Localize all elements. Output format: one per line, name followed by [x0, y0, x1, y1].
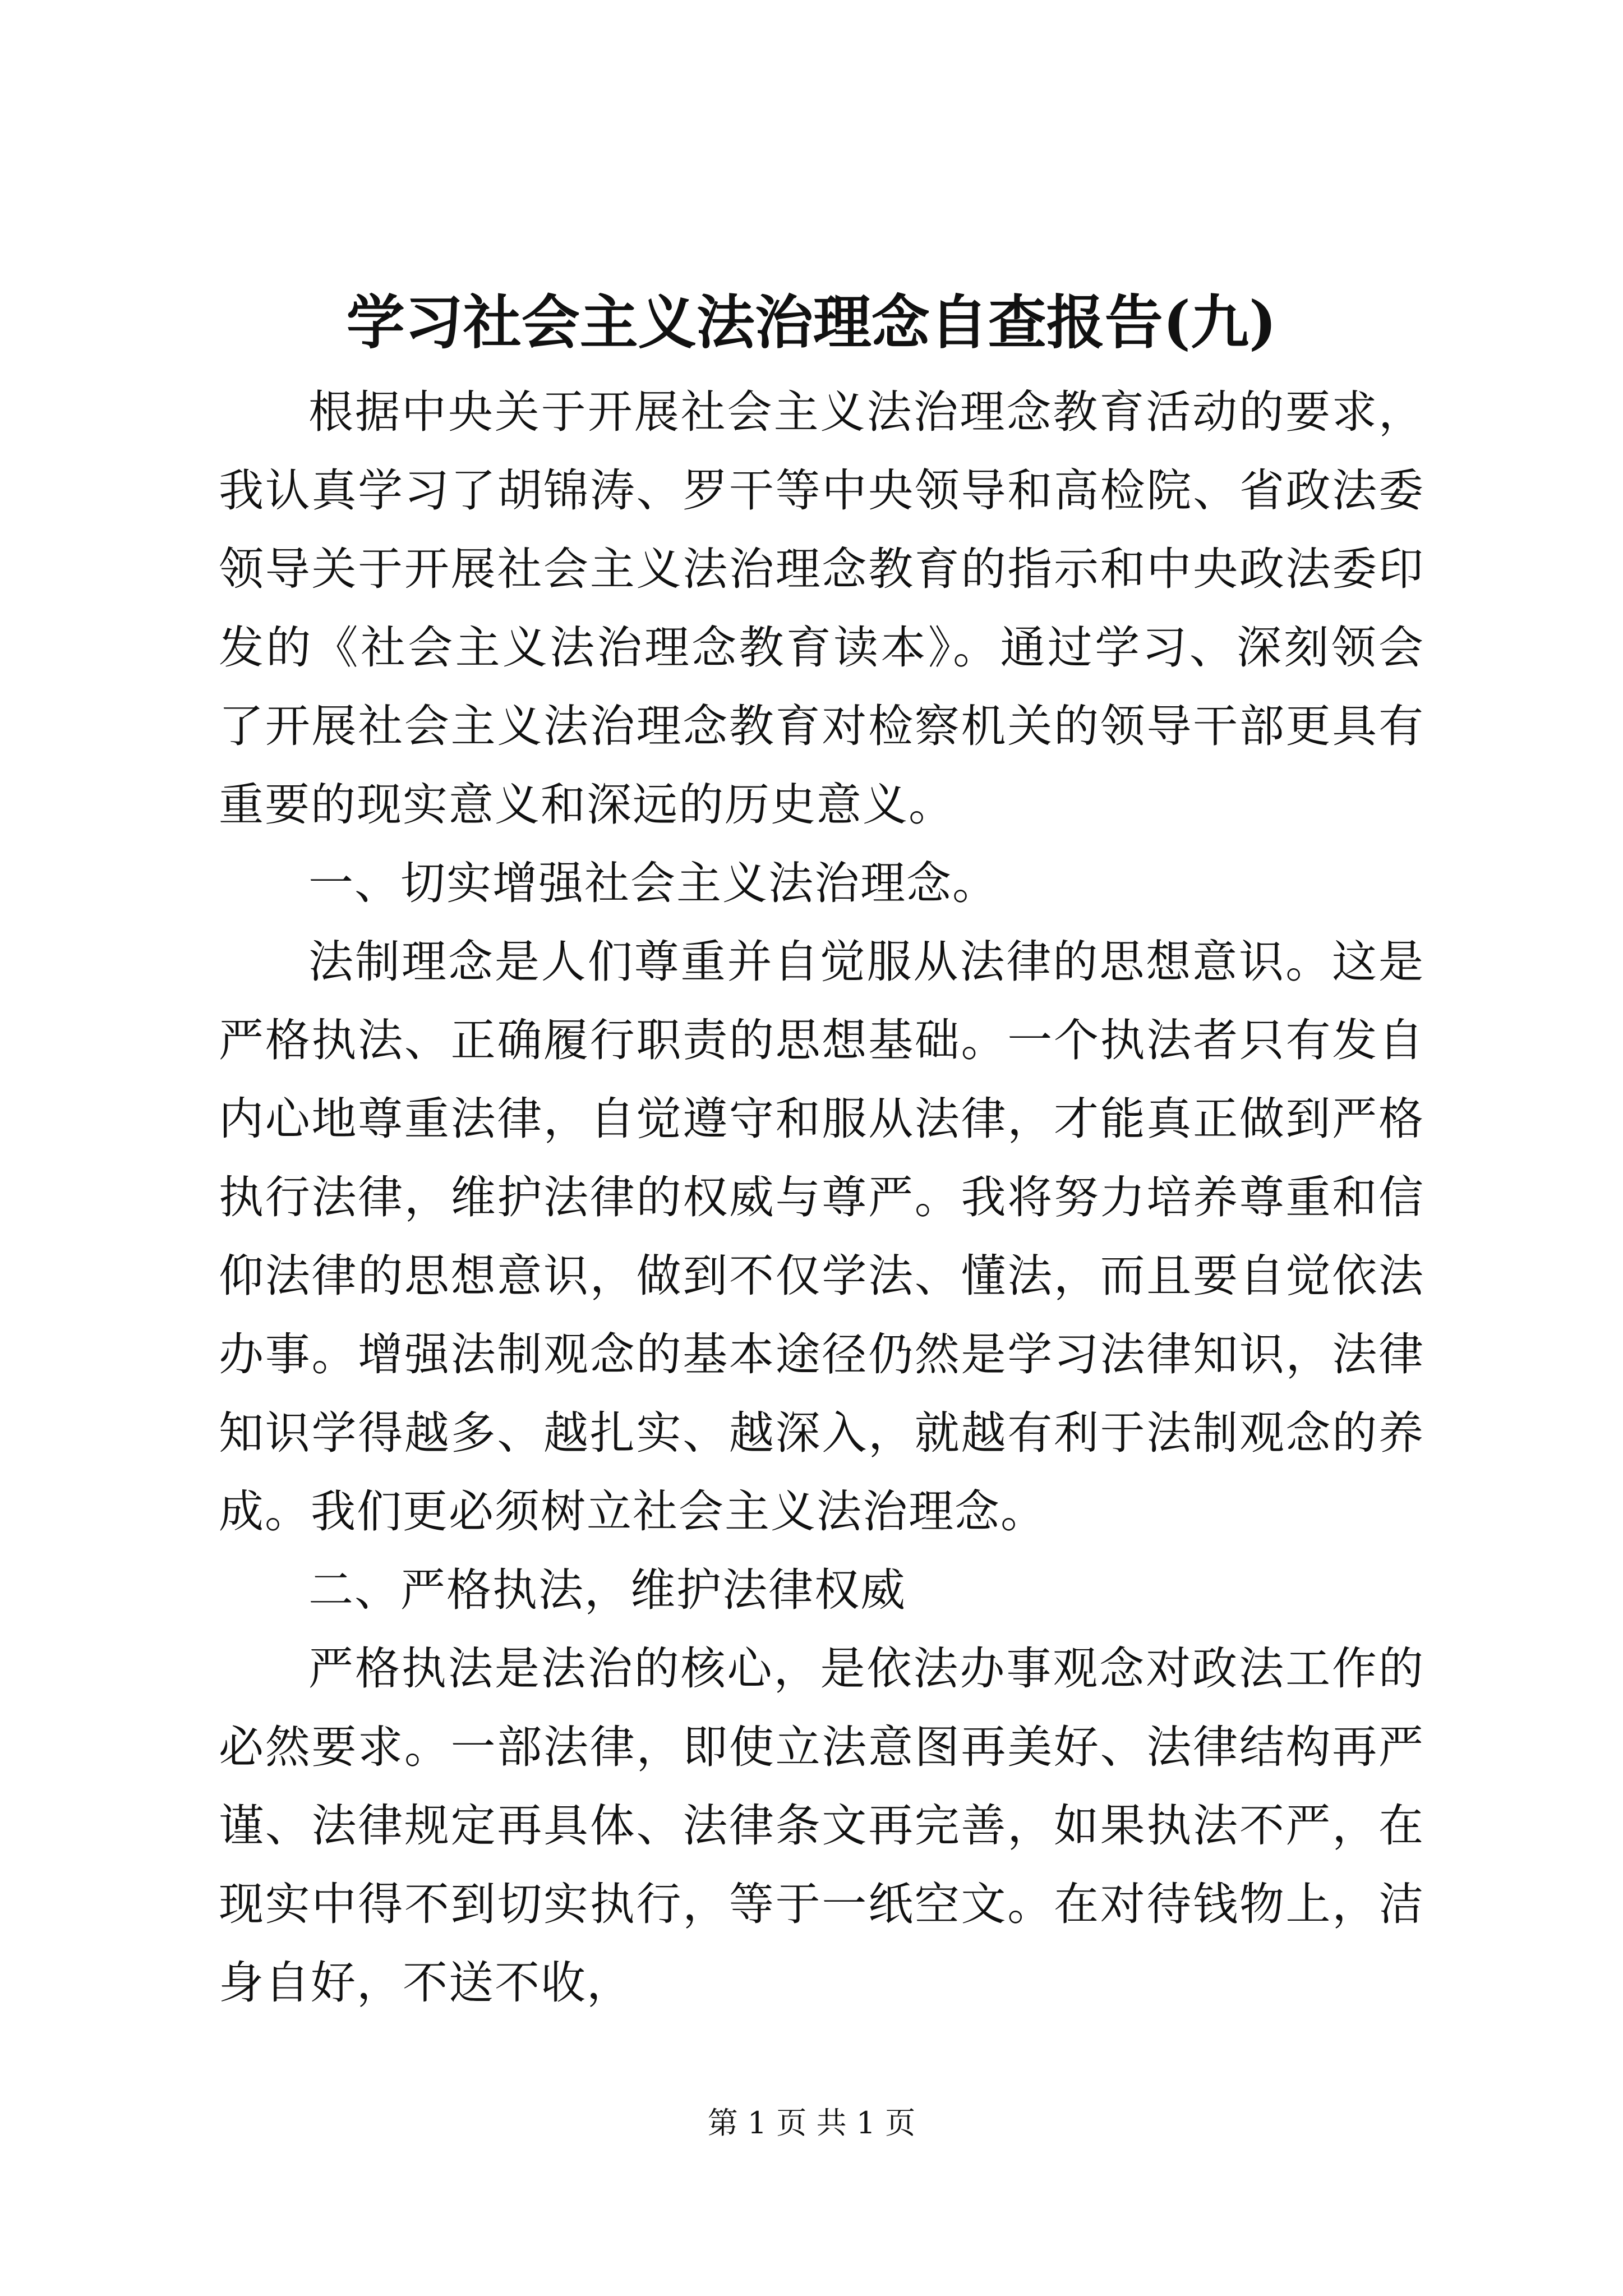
- paragraph-section-1: 法制理念是人们尊重并自觉服从法律的思想意识。这是严格执法、正确履行职责的思想基础。一个执法者只有发自内心地尊重法律，自觉遵守和服从法律，才能真正做到严格执行法律，维护法律的权威与尊严。我将努力培养尊重和信仰法律的思想意识，做到不仅学法、懂法，而且要自觉依法办事。增强法制观念的基本途径仍然是学习法律知识，法律知识学得越多、越扎实、越深入，就越有利于法制观念的养成。我们更必须树立社会主义法治理念。: [219, 936, 1424, 1538]
- section-heading-2: 二、严格执法，维护法律权威: [308, 1564, 906, 1616]
- paragraph-section-2: 严格执法是法治的核心，是依法办事观念对政法工作的必然要求。一部法律，即使立法意图再美好、法律结构再严谨、法律规定再具体、法律条文再完善，如果执法不严，在现实中得不到切实执行，等于一纸空文。在对待钱物上，洁身自好，不送不收，: [219, 1642, 1424, 2009]
- paragraph-intro: 根据中央关于开展社会主义法治理念教育活动的要求，我认真学习了胡锦涛、罗干等中央领导和高检院、省政法委领导关于开展社会主义法治理念教育的指示和中央政法委印发的《社会主义法治理念教育读本》。通过学习、深刻领会了开展社会主义法治理念教育对检察机关的领导干部更具有重要的现实意义和深远的历史意义。: [219, 386, 1424, 831]
- document-body: [219, 373, 1424, 2022]
- document-title: 学习社会主义法治理念自查报告(九): [346, 288, 1277, 357]
- page-footer: 第 1 页 共 1 页: [707, 2105, 916, 2141]
- section-heading-1: 一、切实增强社会主义法治理念。: [308, 857, 998, 909]
